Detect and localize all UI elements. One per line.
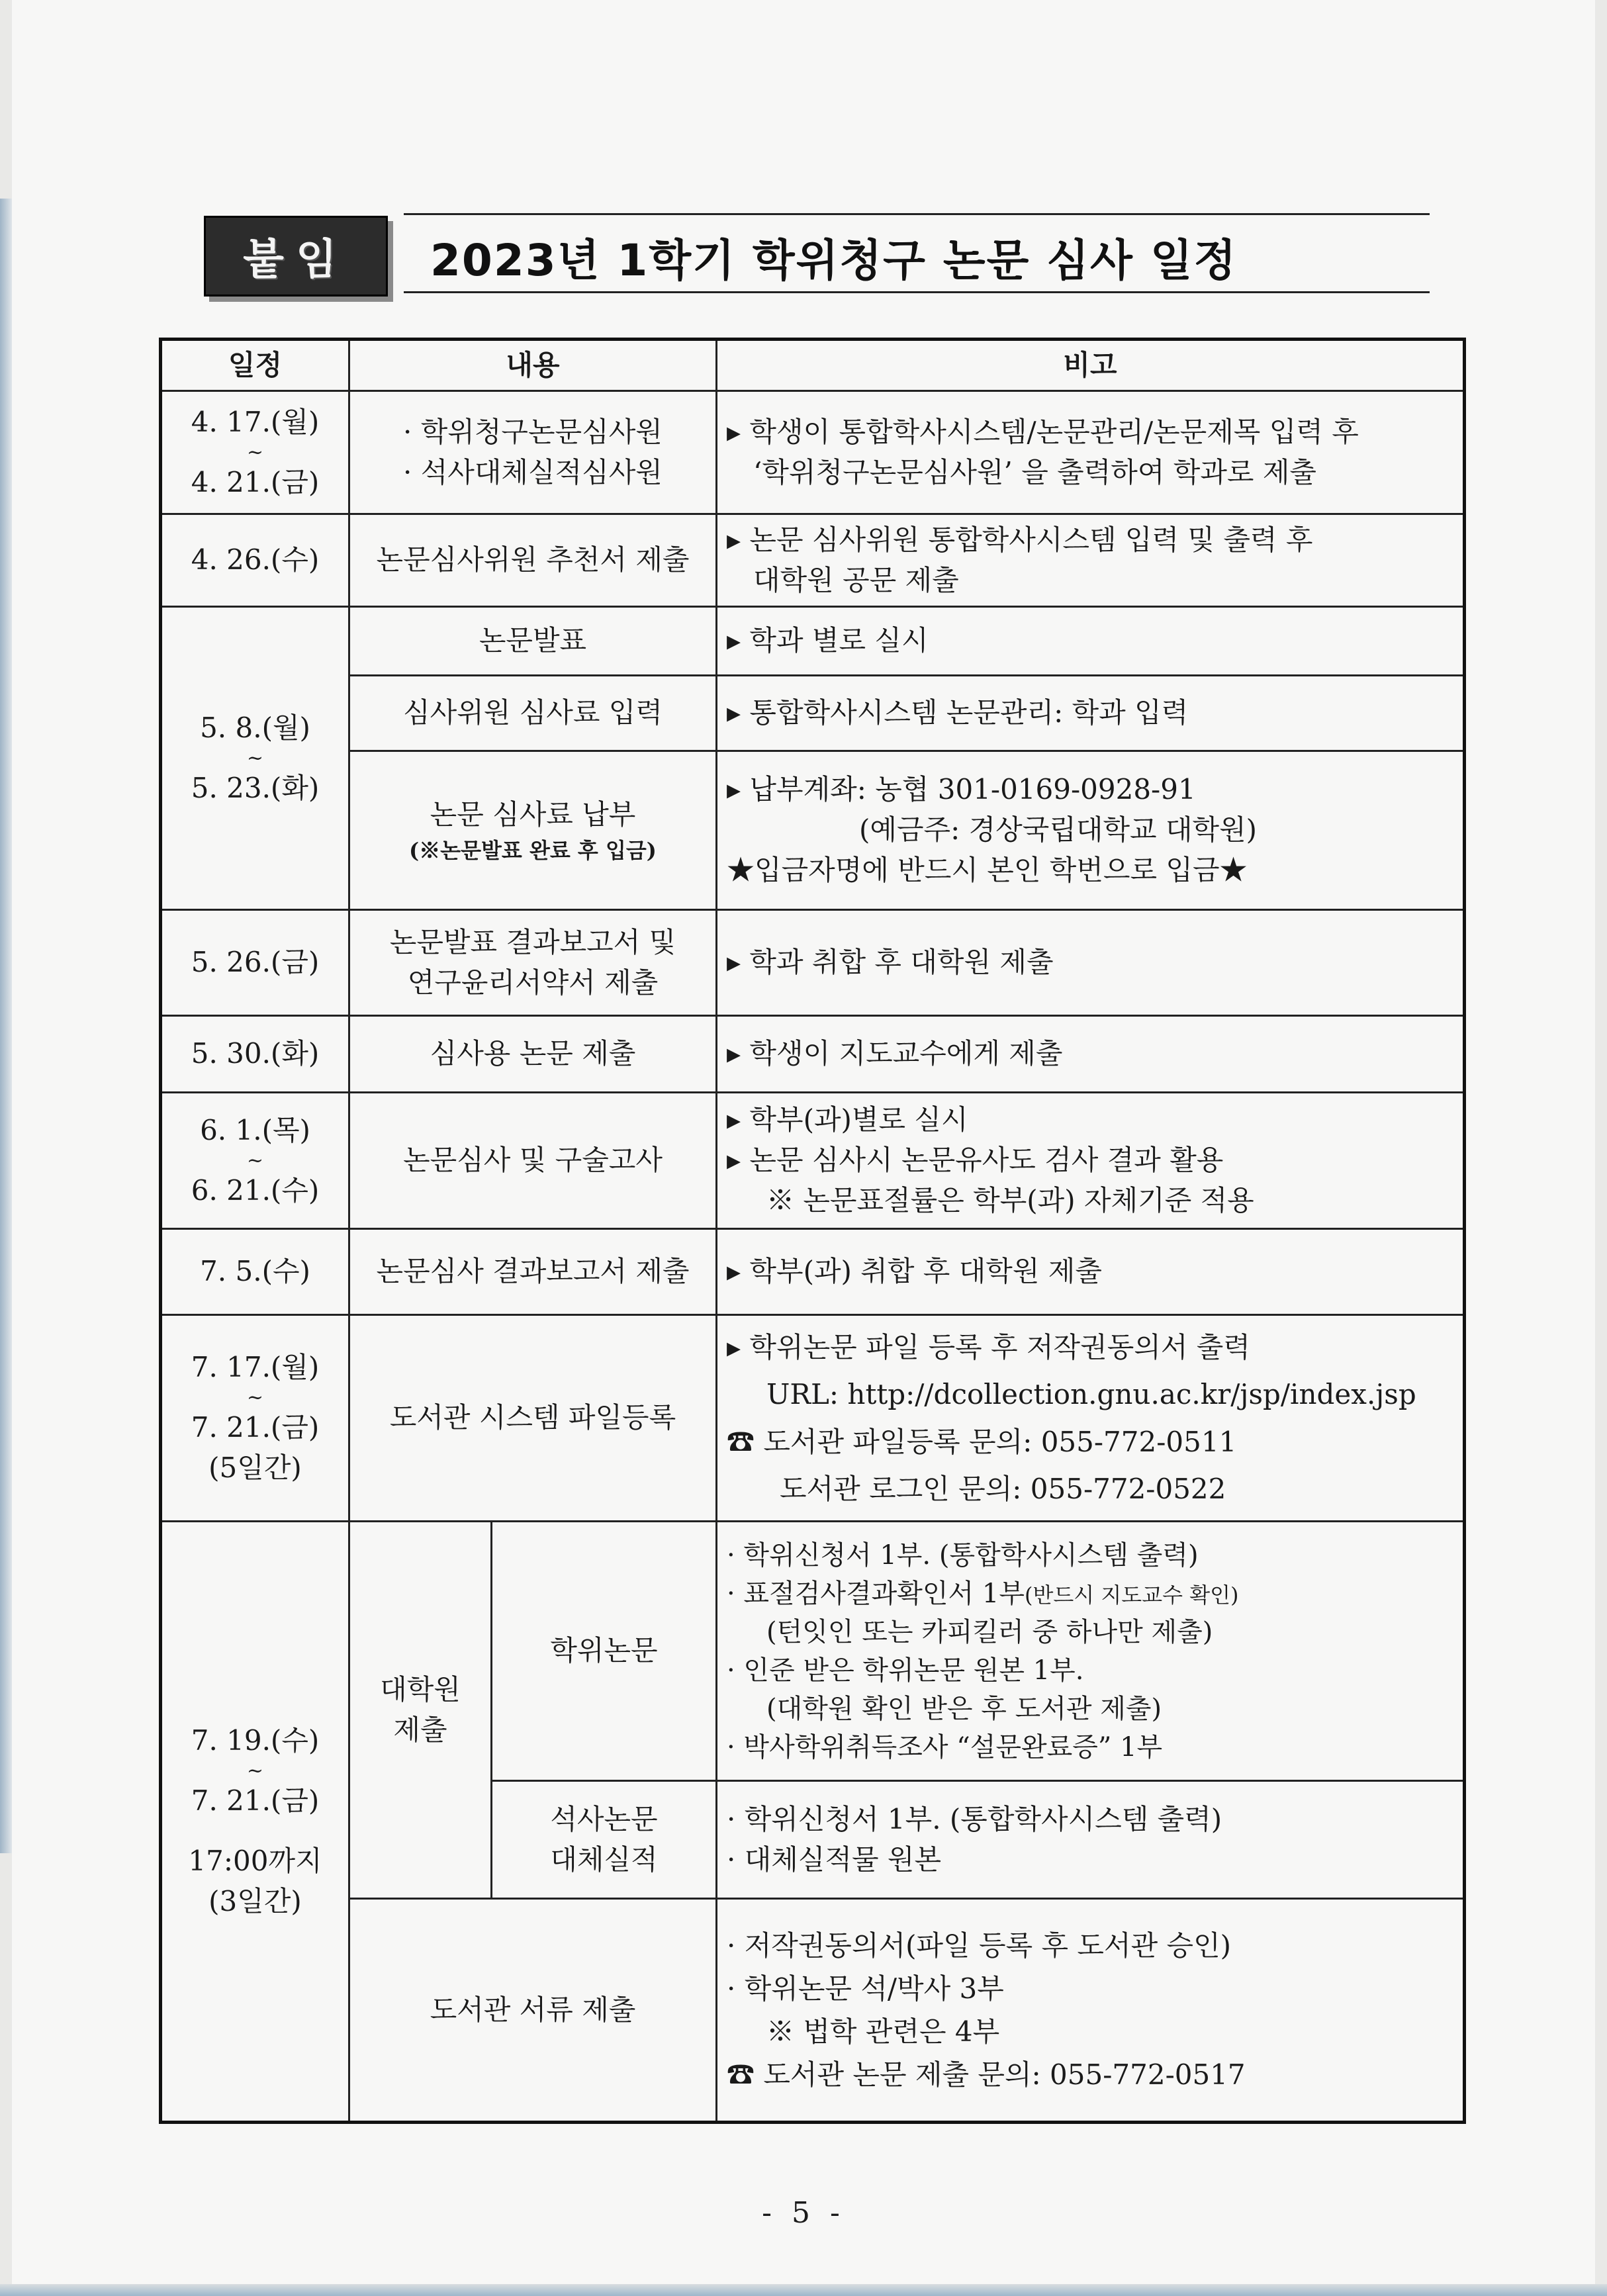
note-line: · 인준 받은 학위논문 원본 1부. xyxy=(727,1655,1084,1686)
content-line: 석사논문 xyxy=(550,1802,658,1835)
content-line: · 석사대체실적심사원 xyxy=(403,455,663,488)
content-line: 논문발표 결과보고서 및 xyxy=(389,925,676,958)
note-line: 대학원 공문 제출 xyxy=(753,563,959,596)
note-line: · 학위논문 석/박사 3부 xyxy=(727,1972,1004,2005)
note-cell xyxy=(717,1781,1465,1899)
note-cell: ▸ 학생이 지도교수에게 제출 xyxy=(717,1016,1465,1093)
note-line: · 대체실적물 원본 xyxy=(727,1843,942,1876)
date-cell xyxy=(161,1315,349,1522)
note-line: ▸ 논문 심사시 논문유사도 검사 결과 활용 xyxy=(727,1144,1224,1177)
note-cell: ▸ 학부(과) 취합 후 대학원 제출 xyxy=(717,1229,1465,1315)
table-row xyxy=(161,514,1465,607)
date-tilde: ~ xyxy=(246,1386,264,1410)
note-line: ※ 논문표절률은 학부(과) 자체기준 적용 xyxy=(766,1183,1254,1217)
content-cell: 심사용 논문 제출 xyxy=(349,1016,717,1093)
date-duration: (5일간) xyxy=(208,1451,302,1484)
date-start: 7. 19.(수) xyxy=(191,1724,320,1757)
note-line: ※ 법학 관련은 4부 xyxy=(766,2015,1000,2048)
note-line: ▸ 학생이 통합학사시스템/논문관리/논문제목 입력 후 xyxy=(727,415,1359,448)
content-cell: 도서관 시스템 파일등록 xyxy=(349,1315,717,1522)
note-line: ▸ 납부계좌: 농협 301-0169-0928-91 xyxy=(727,773,1196,806)
date-end: 6. 21.(수) xyxy=(191,1173,320,1207)
header-note: 비고 xyxy=(717,340,1465,391)
note-cell: ▸ 통합학사시스템 논문관리: 학과 입력 xyxy=(717,676,1465,751)
phone-line: ☎ 도서관 파일등록 문의: 055-772-0511 xyxy=(727,1425,1237,1458)
date-cell xyxy=(161,1522,349,2123)
content-line: · 학위청구논문심사원 xyxy=(403,415,663,448)
date-tilde: ~ xyxy=(246,746,264,770)
note-line: · 학위신청서 1부. (통합학사시스템 출력) xyxy=(727,1539,1199,1571)
content-line: 연구윤리서약서 제출 xyxy=(407,966,659,999)
date-end: 7. 21.(금) xyxy=(191,1784,320,1817)
date-cell: 5. 30.(화) xyxy=(161,1016,349,1093)
table-row xyxy=(161,1315,1465,1522)
content-cell: 심사위원 심사료 입력 xyxy=(349,676,717,751)
note-line: ▸ 논문 심사위원 통합학사시스템 입력 및 출력 후 xyxy=(727,523,1313,556)
table-row xyxy=(161,751,1465,910)
note-line: · 박사학위취득조사 “설문완료증” 1부 xyxy=(727,1731,1163,1763)
header-date: 일정 xyxy=(161,340,349,391)
phone-line: 도서관 로그인 문의: 055-772-0522 xyxy=(780,1472,1226,1505)
group-label: 대학원 xyxy=(380,1673,461,1706)
content-cell xyxy=(492,1781,717,1899)
document-header xyxy=(199,210,1430,297)
date-end: 4. 21.(금) xyxy=(191,465,320,498)
date-time: 17:00까지 xyxy=(188,1845,322,1877)
group-cell xyxy=(349,1522,492,1899)
date-start: 5. 8.(월) xyxy=(200,711,310,744)
page-title: 2023년 1학기 학위청구 논문 심사 일정 xyxy=(430,235,1238,286)
content-cell: 논문심사위원 추천서 제출 xyxy=(349,514,717,607)
table-row xyxy=(161,607,1465,676)
note-line: ★입금자명에 반드시 본인 학번으로 입금★ xyxy=(727,853,1248,886)
attachment-badge-label: 붙임 xyxy=(243,236,349,285)
date-cell: 5. 26.(금) xyxy=(161,910,349,1016)
table-row xyxy=(161,1093,1465,1229)
note-cell xyxy=(717,514,1465,607)
content-cell: 도서관 서류 제출 xyxy=(349,1899,717,2123)
attachment-badge xyxy=(204,216,388,297)
date-end: 5. 23.(화) xyxy=(191,771,320,804)
scanner-edge-left xyxy=(0,199,12,1853)
page-number: - 5 - xyxy=(762,2196,845,2230)
note-cell xyxy=(717,1315,1465,1522)
note-line: · 학위신청서 1부. (통합학사시스템 출력) xyxy=(727,1802,1222,1835)
title-rule-top xyxy=(404,213,1430,215)
note-cell xyxy=(717,1093,1465,1229)
date-end: 7. 21.(금) xyxy=(191,1411,320,1444)
table-row xyxy=(161,910,1465,1016)
scanner-edge-bottom xyxy=(0,2284,1607,2296)
table-header-row xyxy=(161,340,1465,391)
date-cell xyxy=(161,1093,349,1229)
table-row xyxy=(161,1016,1465,1093)
table-row xyxy=(161,391,1465,514)
date-tilde: ~ xyxy=(246,1148,264,1172)
content-line: 논문 심사료 납부 xyxy=(430,798,636,831)
note-subtext: (반드시 지도교수 확인) xyxy=(1025,1582,1239,1608)
note-line: ▸ 학부(과)별로 실시 xyxy=(727,1103,968,1136)
schedule-table xyxy=(159,338,1466,2124)
date-duration: (3일간) xyxy=(208,1884,302,1917)
note-cell: ▸ 학과 취합 후 대학원 제출 xyxy=(717,910,1465,1016)
table-row xyxy=(161,676,1465,751)
table-row xyxy=(161,1229,1465,1315)
date-cell: 4. 26.(수) xyxy=(161,514,349,607)
table-row xyxy=(161,1899,1465,2123)
phone-line: ☎ 도서관 논문 제출 문의: 055-772-0517 xyxy=(727,2058,1246,2091)
note-line: (예금주: 경상국립대학교 대학원) xyxy=(859,813,1258,847)
note-line: (대학원 확인 받은 후 도서관 제출) xyxy=(766,1693,1162,1724)
content-subnote: (※논문발표 완료 후 입금) xyxy=(409,837,657,863)
date-start: 7. 17.(월) xyxy=(191,1351,320,1384)
note-cell xyxy=(717,751,1465,910)
content-line: 대체실적 xyxy=(550,1843,658,1876)
note-cell xyxy=(717,1899,1465,2123)
note-cell: ▸ 학과 별로 실시 xyxy=(717,607,1465,676)
table-row xyxy=(161,1522,1465,1781)
note-line: · 저작권동의서(파일 등록 후 도서관 승인) xyxy=(727,1929,1232,1962)
content-cell xyxy=(349,910,717,1016)
date-cell: 7. 5.(수) xyxy=(161,1229,349,1315)
date-cell xyxy=(161,391,349,514)
title-rule-bottom xyxy=(404,291,1430,293)
content-cell: 논문심사 결과보고서 제출 xyxy=(349,1229,717,1315)
note-line: · 표절검사결과확인서 1부 xyxy=(727,1578,1025,1609)
content-cell: 논문심사 및 구술고사 xyxy=(349,1093,717,1229)
date-cell xyxy=(161,607,349,910)
content-cell xyxy=(349,751,717,910)
date-start: 6. 1.(목) xyxy=(200,1113,310,1146)
note-line: (턴잇인 또는 카피킬러 중 하나만 제출) xyxy=(766,1616,1213,1647)
date-tilde: ~ xyxy=(246,1759,264,1783)
group-label: 제출 xyxy=(393,1713,447,1746)
note-line: ‘학위청구논문심사원’ 을 출력하여 학과로 제출 xyxy=(753,455,1316,488)
url-text: URL: http://dcollection.gnu.ac.kr/jsp/index.jsp xyxy=(766,1378,1416,1411)
note-cell xyxy=(717,391,1465,514)
header-content: 내용 xyxy=(349,340,717,391)
note-cell xyxy=(717,1522,1465,1781)
content-cell xyxy=(349,391,717,514)
content-cell: 학위논문 xyxy=(492,1522,717,1781)
note-line: ▸ 학위논문 파일 등록 후 저작권동의서 출력 xyxy=(727,1330,1250,1363)
content-cell: 논문발표 xyxy=(349,607,717,676)
date-start: 4. 17.(월) xyxy=(191,405,320,438)
date-tilde: ~ xyxy=(246,440,264,464)
